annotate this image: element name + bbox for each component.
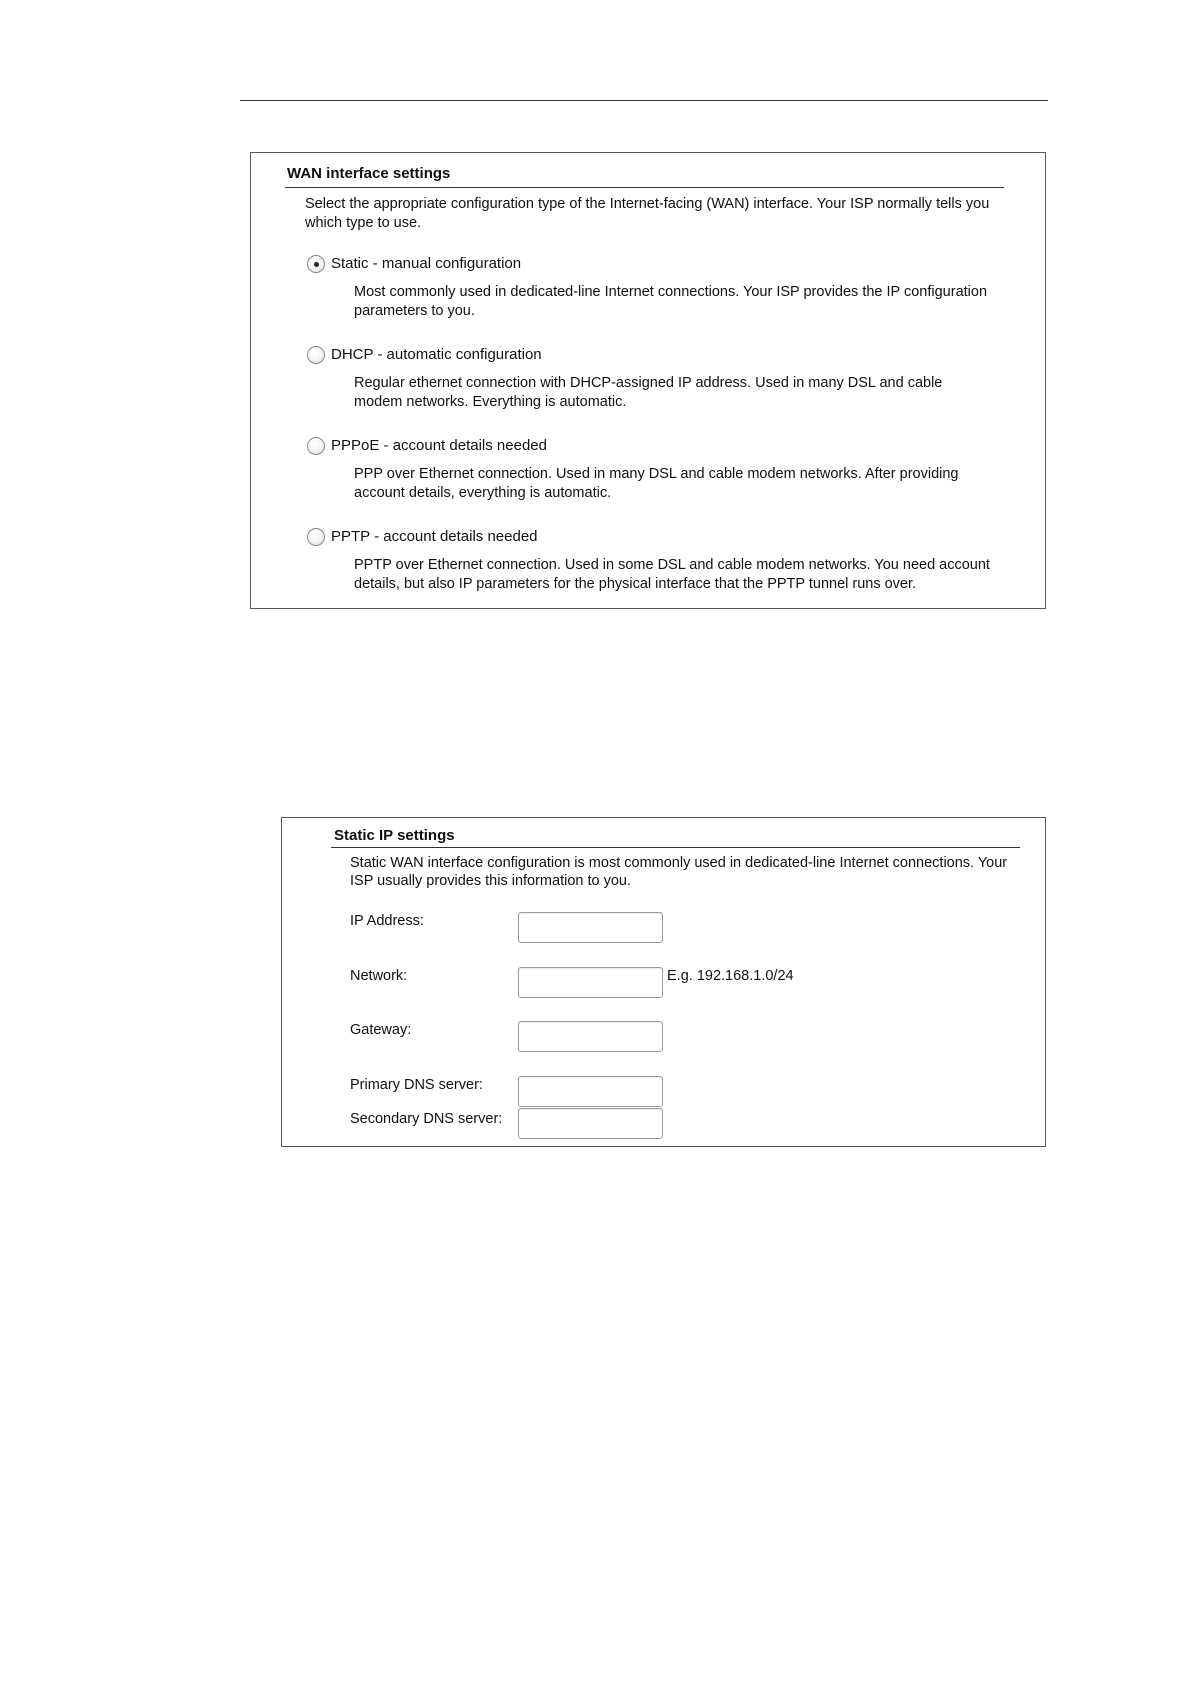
radio-button[interactable] [307,346,325,364]
radio-label[interactable]: DHCP - automatic configuration [331,346,542,363]
radio-button[interactable] [307,437,325,455]
ip-address-label: IP Address: [350,913,424,929]
option-description: PPP over Ethernet connection. Used in many DSL and cable modem networks. After providing account details, everything is automatic. [354,466,959,501]
radio-label[interactable]: Static - manual configuration [331,255,522,272]
radio-option-pppoe[interactable] [307,437,567,461]
panel-title-rule [285,187,1004,188]
radio-button-checked[interactable] [307,255,325,273]
panel-intro: Static WAN interface configuration is most commonly used in dedicated-line Internet connections. Your ISP usually provides this information to you. [350,855,1008,889]
secondary-dns-label: Secondary DNS server: [350,1111,503,1127]
network-label: Network: [350,968,408,984]
panel-title: WAN interface settings [287,165,451,182]
panel-title: Static IP settings [334,827,455,844]
radio-label[interactable]: PPPoE - account details needed [331,437,547,454]
radio-option-pptp[interactable] [307,528,567,552]
option-description: Regular ethernet connection with DHCP-assigned IP address. Used in many DSL and cable modem networks. Everything is automatic. [354,375,943,410]
ip-address-input[interactable] [518,912,663,943]
option-description: Most commonly used in dedicated-line Internet connections. Your ISP provides the IP configuration parameters to you. [354,284,988,319]
gateway-input[interactable] [518,1021,663,1052]
radio-button[interactable] [307,528,325,546]
secondary-dns-input[interactable] [518,1108,663,1139]
network-input[interactable] [518,967,663,998]
primary-dns-label: Primary DNS server: [350,1077,483,1093]
page-header-rule [240,100,1048,101]
network-hint: E.g. 192.168.1.0/24 [667,968,794,984]
radio-label[interactable]: PPTP - account details needed [331,528,538,545]
radio-option-dhcp[interactable] [307,346,567,370]
panel-title-rule [331,847,1020,848]
panel-intro: Select the appropriate configuration type of the Internet-facing (WAN) interface. Your ISP normally tells you which type to use. [305,196,990,231]
radio-option-static[interactable] [307,255,567,279]
primary-dns-input[interactable] [518,1076,663,1107]
static-ip-settings-panel [281,817,1046,1147]
gateway-label: Gateway: [350,1022,412,1038]
wan-settings-panel [250,152,1046,609]
option-description: PPTP over Ethernet connection. Used in some DSL and cable modem networks. You need account details, but also IP parameters for the physical interface that the PPTP tunnel runs over. [354,557,990,592]
